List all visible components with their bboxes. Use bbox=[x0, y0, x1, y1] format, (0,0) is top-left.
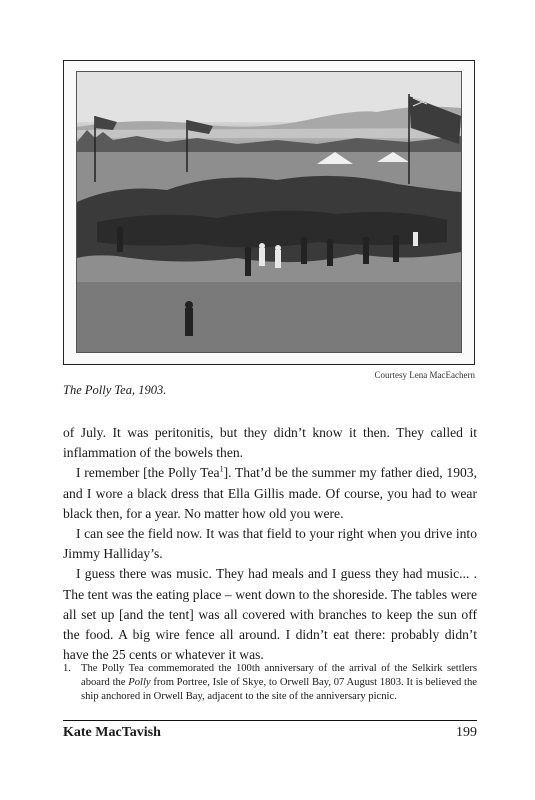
footnote-ship-name: Polly bbox=[128, 676, 151, 688]
footnote-text bbox=[81, 662, 477, 704]
paragraph-2 bbox=[63, 463, 477, 524]
footnote-number: 1. bbox=[63, 663, 71, 674]
crowd-scene-illustration bbox=[77, 72, 461, 352]
photo-frame bbox=[63, 60, 475, 365]
photo-caption: The Polly Tea, 1903. bbox=[63, 383, 167, 397]
footnote bbox=[63, 662, 477, 704]
paragraph-2-end: ]. That’d be the summer my father died, 1903, and I wore a black dress that Ella Gillis made. Of course, you had to wear black then, for a year. No matter how old you were. bbox=[63, 465, 477, 521]
historical-photo bbox=[76, 71, 462, 353]
body-text bbox=[63, 423, 477, 665]
paragraph-1: of July. It was peritonitis, but they didn’t know it then. They called it inflammation of the bowels then. bbox=[63, 425, 477, 461]
footnote-marker: 1 bbox=[219, 464, 224, 474]
paragraph-2-start: I remember [the Polly Tea bbox=[76, 465, 220, 481]
page-number: 199 bbox=[456, 725, 477, 740]
footnote-text-start: The Polly Tea commemorated the 100th anniversary of the arrival of the Selkirk settlers aboard the bbox=[81, 663, 477, 688]
footer-author: Kate MacTavish bbox=[63, 725, 161, 740]
footer-divider bbox=[63, 720, 477, 721]
footnote-text-end: from Portree, Isle of Skye, to Orwell Bay, 07 August 1803. It is believed the ship anchored in Orwell Bay, adjacent to the site of the anniversary picnic. bbox=[81, 676, 478, 702]
paragraph-3: I can see the field now. It was that field to your right when you drive into Jimmy Halliday’s. bbox=[63, 526, 477, 562]
photo-credit: Courtesy Lena MacEachern bbox=[374, 370, 475, 380]
paragraph-4: I guess there was music. They had meals and I guess they had music... . The tent was the eating place – went down to the shoreside. The tables were all set up [and the tent] was all covered with branches to keep the sun off the food. A big wire fence all around. I didn’t eat there: probably didn’t have the 25 cents or whatever it was. bbox=[63, 566, 477, 663]
